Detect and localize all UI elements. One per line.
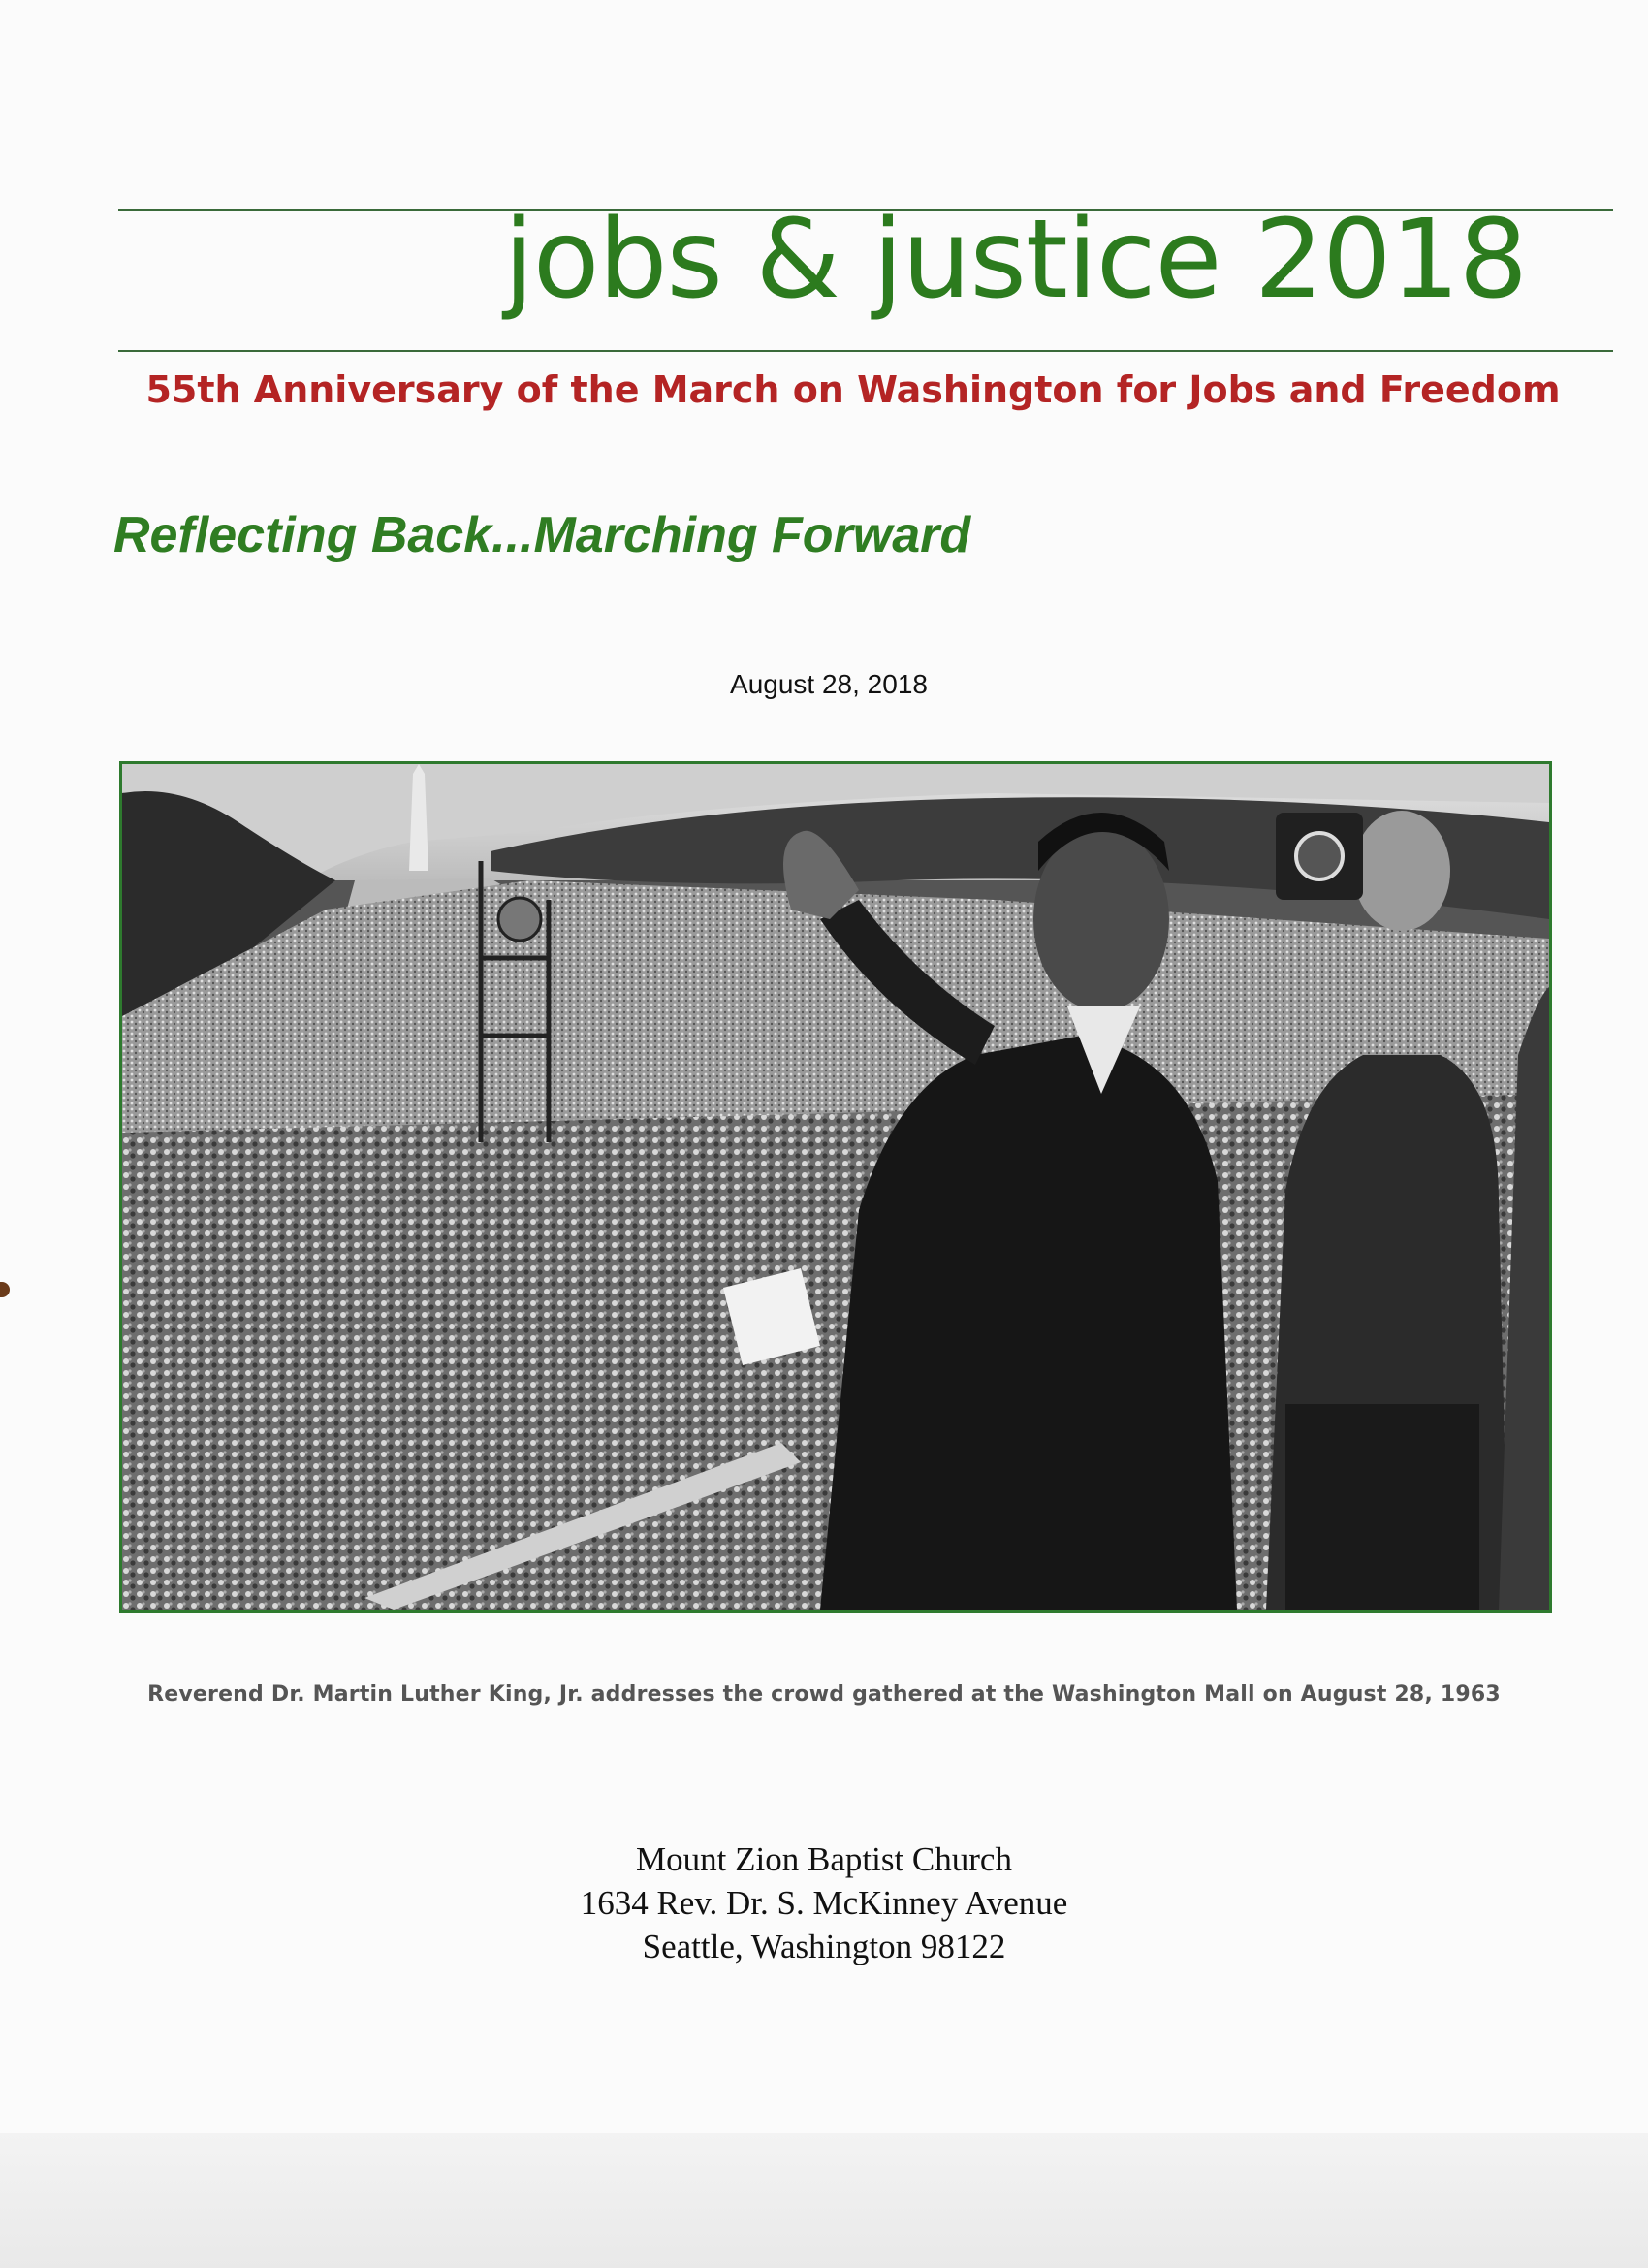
anniversary-subtitle: 55th Anniversary of the March on Washington for Jobs and Freedom: [145, 368, 1561, 411]
historic-photo: [119, 761, 1552, 1613]
church-name: Mount Zion Baptist Church: [636, 1840, 1012, 1878]
title-underline: [118, 350, 1613, 352]
crowd-photo-icon: [122, 764, 1549, 1610]
tagline: Reflecting Back...Marching Forward: [113, 507, 971, 563]
city-state-zip: Seattle, Washington 98122: [642, 1928, 1006, 1965]
church-address: [0, 1837, 1648, 1968]
page-title: jobs & justice 2018: [503, 197, 1527, 323]
paper-mark: [0, 1282, 10, 1297]
event-date: August 28, 2018: [730, 669, 928, 699]
street-address: 1634 Rev. Dr. S. McKinney Avenue: [580, 1884, 1068, 1922]
photo-caption: Reverend Dr. Martin Luther King, Jr. addresses the crowd gathered at the Washington Mall on August 28, 1963: [147, 1682, 1501, 1707]
page-shadow: [0, 2133, 1648, 2268]
